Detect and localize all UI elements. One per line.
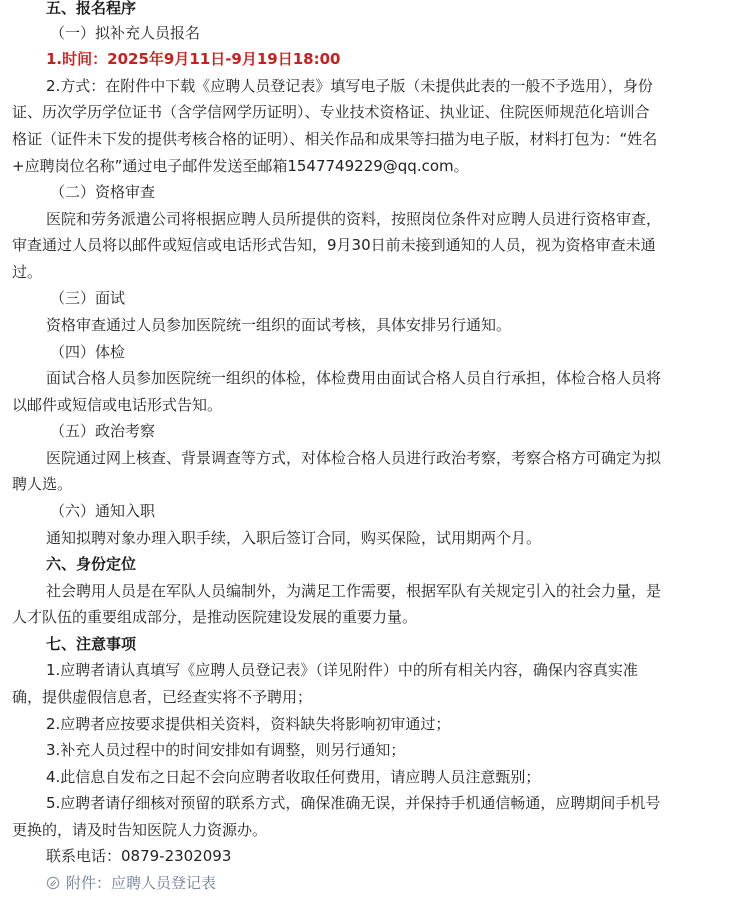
subsection-3-title: （三）面试: [50, 289, 126, 307]
review-line-1: 医院和劳务派遣公司将根据应聘人员所提供的资料，按照岗位条件对应聘人员进行资格审查，: [46, 210, 662, 228]
registration-time: 1.时间：2025年9月11日-9月19日18:00: [46, 50, 341, 68]
section-5-title: 五、报名程序: [46, 0, 137, 17]
identity-line-1: 社会聘用人员是在军队人员编制外，为满足工作需要，根据军队有关规定引入的社会力量，是: [46, 582, 662, 600]
identity-line-2: 人才队伍的重要组成部分，是推动医院建设发展的重要力量。: [12, 608, 418, 626]
interview-text: 资格审查通过人员参加医院统一组织的面试考核，具体安排另行通知。: [46, 316, 512, 334]
subsection-5-title: （五）政治考察: [50, 422, 156, 440]
subsection-2-title: （二）资格审查: [50, 183, 156, 201]
attachment-link[interactable]: [46, 872, 216, 894]
note-5-line-1: 5.应聘者请仔细核对预留的联系方式，确保准确无误，并保持手机通信畅通，应聘期间手机号: [46, 794, 661, 812]
note-5-line-2: 更换的，请及时告知医院人力资源办。: [12, 821, 268, 839]
subsection-1-title: （一）拟补充人员报名: [50, 24, 201, 42]
subsection-6-title: （六）通知入职: [50, 502, 156, 520]
paperclip-icon: [46, 876, 60, 890]
method-line-3: 格证（证件未下发的提供考核合格的证明）、相关作品和成果等扫描为电子版，材料打包为：“姓名: [12, 130, 658, 148]
method-line-1: 2.方式：在附件中下载《应聘人员登记表》填写电子版（未提供此表的一般不予选用），身份: [46, 77, 653, 95]
note-2: 2.应聘者应按要求提供相关资料，资料缺失将影响初审通过；: [46, 715, 451, 733]
contact-phone: 联系电话：0879-2302093: [46, 847, 232, 865]
political-line-2: 聘人选。: [12, 475, 73, 493]
attachment-label: 附件：应聘人员登记表: [66, 874, 217, 892]
note-4: 4.此信息自发布之日起不会向应聘者收取任何费用，请应聘人员注意甄别；: [46, 768, 541, 786]
political-line-1: 医院通过网上核查、背景调查等方式，对体检合格人员进行政治考察，考察合格方可确定为拟: [46, 449, 662, 467]
exam-line-2: 以邮件或短信或电话形式告知。: [12, 396, 223, 414]
note-1-line-1: 1.应聘者请认真填写《应聘人员登记表》（详见附件）中的所有相关内容，确保内容真实准: [46, 661, 638, 679]
section-6-title: 六、身份定位: [46, 555, 137, 573]
note-1-line-2: 确，提供虚假信息者，已经查实将不予聘用；: [12, 688, 313, 706]
subsection-4-title: （四）体检: [50, 343, 126, 361]
onboarding-text: 通知拟聘对象办理入职手续，入职后签订合同，购买保险，试用期两个月。: [46, 529, 542, 547]
method-line-4: +应聘岗位名称”通过电子邮件发送至邮箱1547749229@qq.com。: [12, 157, 469, 175]
method-line-2: 证、历次学历学位证书（含学信网学历证明）、专业技术资格证、执业证、住院医师规范化培训合: [12, 103, 650, 121]
note-3: 3.补充人员过程中的时间安排如有调整，则另行通知；: [46, 741, 406, 759]
review-line-3: 过。: [12, 263, 43, 281]
section-7-title: 七、注意事项: [46, 635, 137, 653]
review-line-2: 审查通过人员将以邮件或短信或电话形式告知，9月30日前未接到通知的人员，视为资格审查未通: [12, 236, 656, 254]
exam-line-1: 面试合格人员参加医院统一组织的体检，体检费用由面试合格人员自行承担，体检合格人员将: [46, 369, 662, 387]
